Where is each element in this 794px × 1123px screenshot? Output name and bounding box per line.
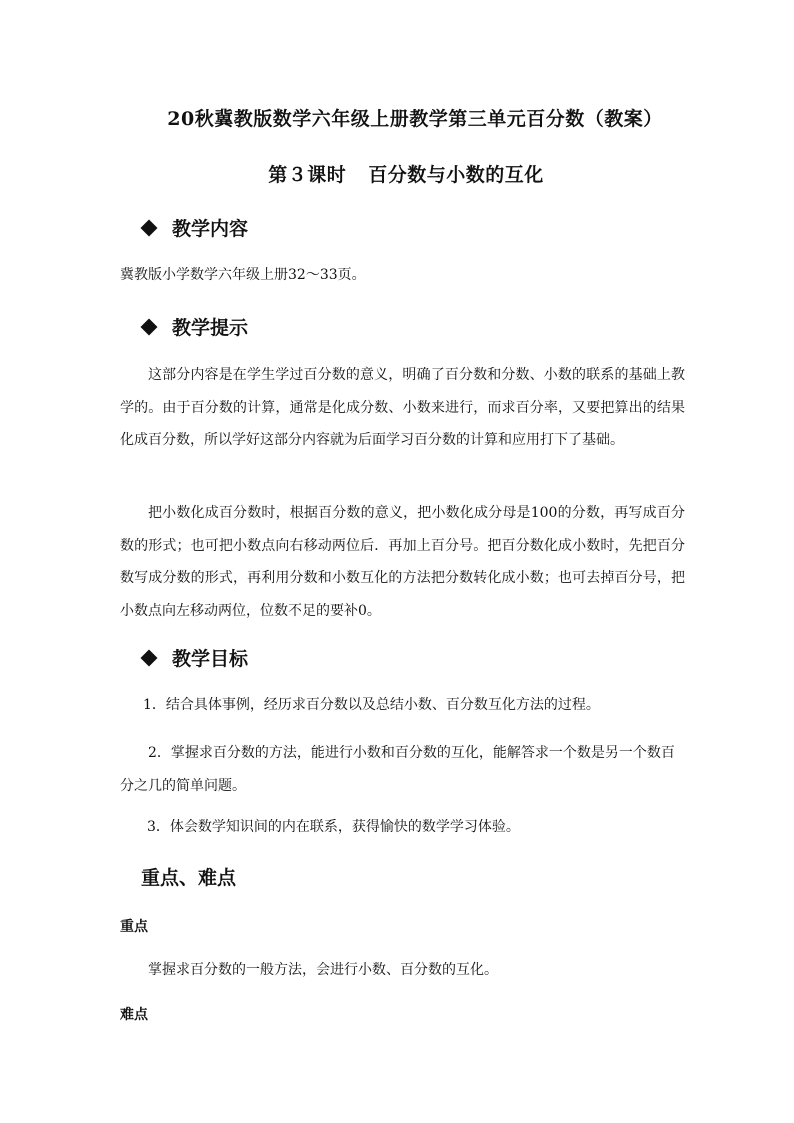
hints-paragraph-2: 把小数化成百分数时，根据百分数的意义，把小数化成分母是100的分数，再写成百分数的形式；也可把小数点向右移动两位后．再加上百分号。把百分数化成小数时，先把百分数写成分数的形式，再利用分数和小数互化的方法把分数转化成小数；也可去掉百分号，把小数点向左移动两位，位数不足的要补0。: [120, 505, 685, 619]
section-key-heading: 重点、难点: [141, 867, 237, 889]
goal-item-2: 2．掌握求百分数的方法，能进行小数和百分数的互化，能解答求一个数是另一个数百分之几的简单问题。: [120, 745, 675, 794]
section-goals-heading: [141, 644, 248, 671]
section-hints-heading: [141, 313, 248, 340]
diamond-bullet-icon: [141, 649, 158, 666]
diamond-bullet-icon: [141, 318, 158, 335]
goal-item-1: 1．结合具体事例，经历求百分数以及总结小数、百分数互化方法的过程。: [143, 697, 600, 713]
key-label: 重点: [120, 919, 148, 935]
lesson-name: 百分数与小数的互化: [368, 164, 544, 186]
section-content-heading: [141, 214, 248, 241]
section-heading-text: 教学目标: [172, 648, 249, 670]
section-heading-text: 教学内容: [172, 218, 249, 240]
content-paragraph: 冀教版小学数学六年级上册32～33页。: [120, 267, 366, 283]
key-text: 掌握求百分数的一般方法，会进行小数、百分数的互化。: [148, 962, 498, 978]
section-heading-text: 教学提示: [172, 317, 249, 339]
goal-item-3: 3．体会数学知识间的内在联系，获得愉快的数学学习体验。: [147, 819, 520, 835]
lesson-number: 第３课时: [268, 164, 347, 186]
difficult-label: 难点: [120, 1007, 148, 1023]
diamond-bullet-icon: [141, 219, 158, 236]
lesson-title: [0, 160, 794, 187]
document-title: 20秋冀教版数学六年级上册教学第三单元百分数（教案）: [167, 108, 663, 130]
hints-paragraph-1: 这部分内容是在学生学过百分数的意义，明确了百分数和分数、小数的联系的基础上教学的。由于百分数的计算，通常是化成分数、小数来进行，而求百分率，又要把算出的结果化成百分数，所以学好这部分内容就为后面学习百分数的计算和应用打下了基础。: [120, 367, 685, 448]
